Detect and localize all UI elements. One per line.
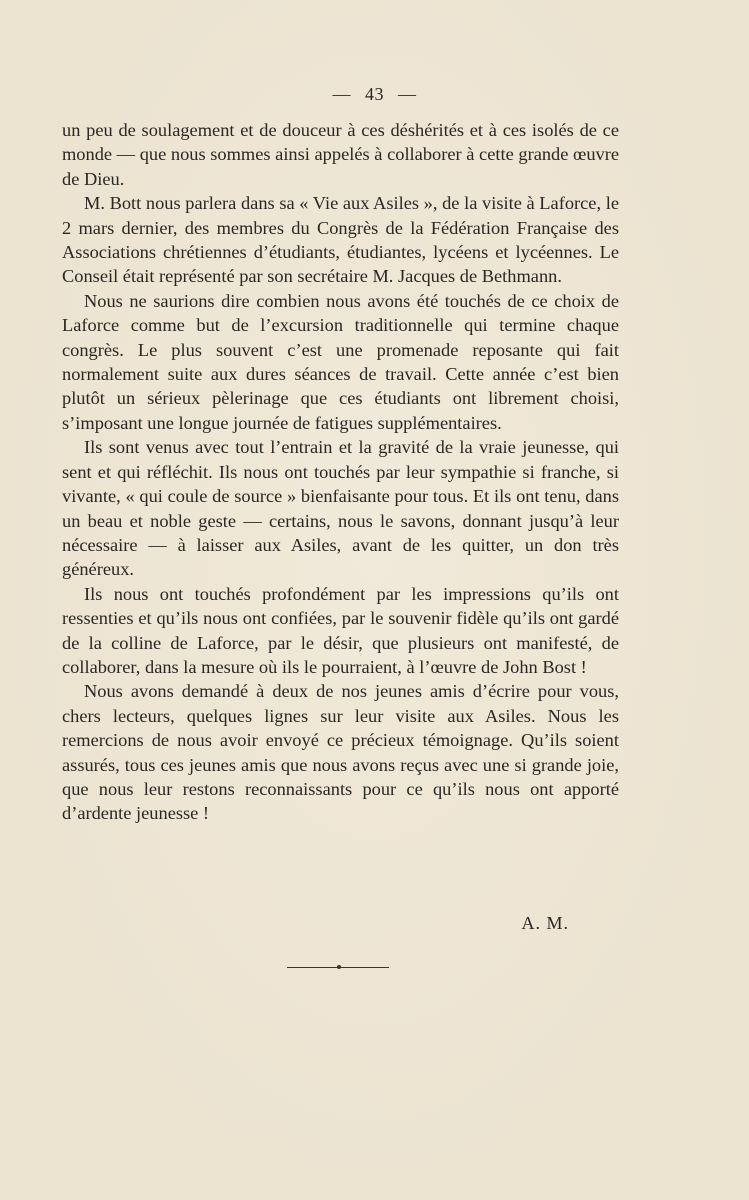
signature-initials: A. M. [521, 913, 569, 933]
body-text [62, 118, 619, 826]
closing-ornament-rule [287, 966, 389, 970]
paragraph-continuation: un peu de soulagement et de douceur à ces déshérités et à ces isolés de ce monde — que nous sommes ainsi appelés à collaborer à cette grande œuvre de Dieu. [62, 120, 619, 189]
paragraph-bott-visit: M. Bott nous parlera dans sa « Vie aux Asiles », de la visite à Laforce, le 2 mars dernier, des membres du Congrès de la Fédération Française des Associations chrétiennes d’étudiants, étudiantes, lycéens et lycéennes. Le Conseil était représenté par son secrétaire M. Jacques de Bethmann. [62, 193, 619, 287]
page-number: 43 [365, 84, 384, 104]
paragraph-testimony: Nous avons demandé à deux de nos jeunes amis d’écrire pour vous, chers lecteurs, quelques lignes sur leur visite aux Asiles. Nous les remercions de nous avoir envoyé ce précieux témoignage. Qu’ils soient assurés, tous ces jeunes amis que nous avons reçus avec une si grande joie, que nous leur restons reconnaissants pour ce qu’ils nous ont apporté d’ardente jeunesse ! [62, 681, 619, 824]
paragraph-laforce-choice: Nous ne saurions dire combien nous avons été touchés de ce choix de Laforce comme but de l’excursion traditionnelle qui termine chaque congrès. Le plus souvent c’est une promenade reposante qui fait normalement suite aux dures séances de travail. Cette année c’est bien plutôt un sérieux pèlerinage que ces étudiants ont librement choisi, s’imposant une longue journée de fatigues supplémentaires. [62, 290, 619, 433]
page-number-dash-left: — [332, 84, 351, 104]
ornament-dot [337, 965, 341, 969]
page-number-dash-right: — [398, 84, 417, 104]
paragraph-youth-enthusiasm: Ils sont venus avec tout l’entrain et la gravité de la vraie jeunesse, qui sent et qui réfléchit. Ils nous ont touchés par leur sympathie si franche, si vivante, « qui coule de source » bienfaisante pour tous. Et ils ont tenu, dans un beau et noble geste — certains, nous le savons, donnant jusqu’à leur nécessaire — à laisser aux Asiles, avant de les quitter, un don très généreux. [62, 437, 619, 580]
page-number-header [0, 84, 749, 105]
paragraph-impressions: Ils nous ont touchés profondément par les impressions qu’ils ont ressenties et qu’ils nous ont confiées, par le souvenir fidèle qu’ils ont gardé de la colline de Laforce, par le désir, que plusieurs ont manifesté, de collaborer, dans la mesure où ils le pourraient, à l’œuvre de John Bost ! [62, 583, 619, 677]
